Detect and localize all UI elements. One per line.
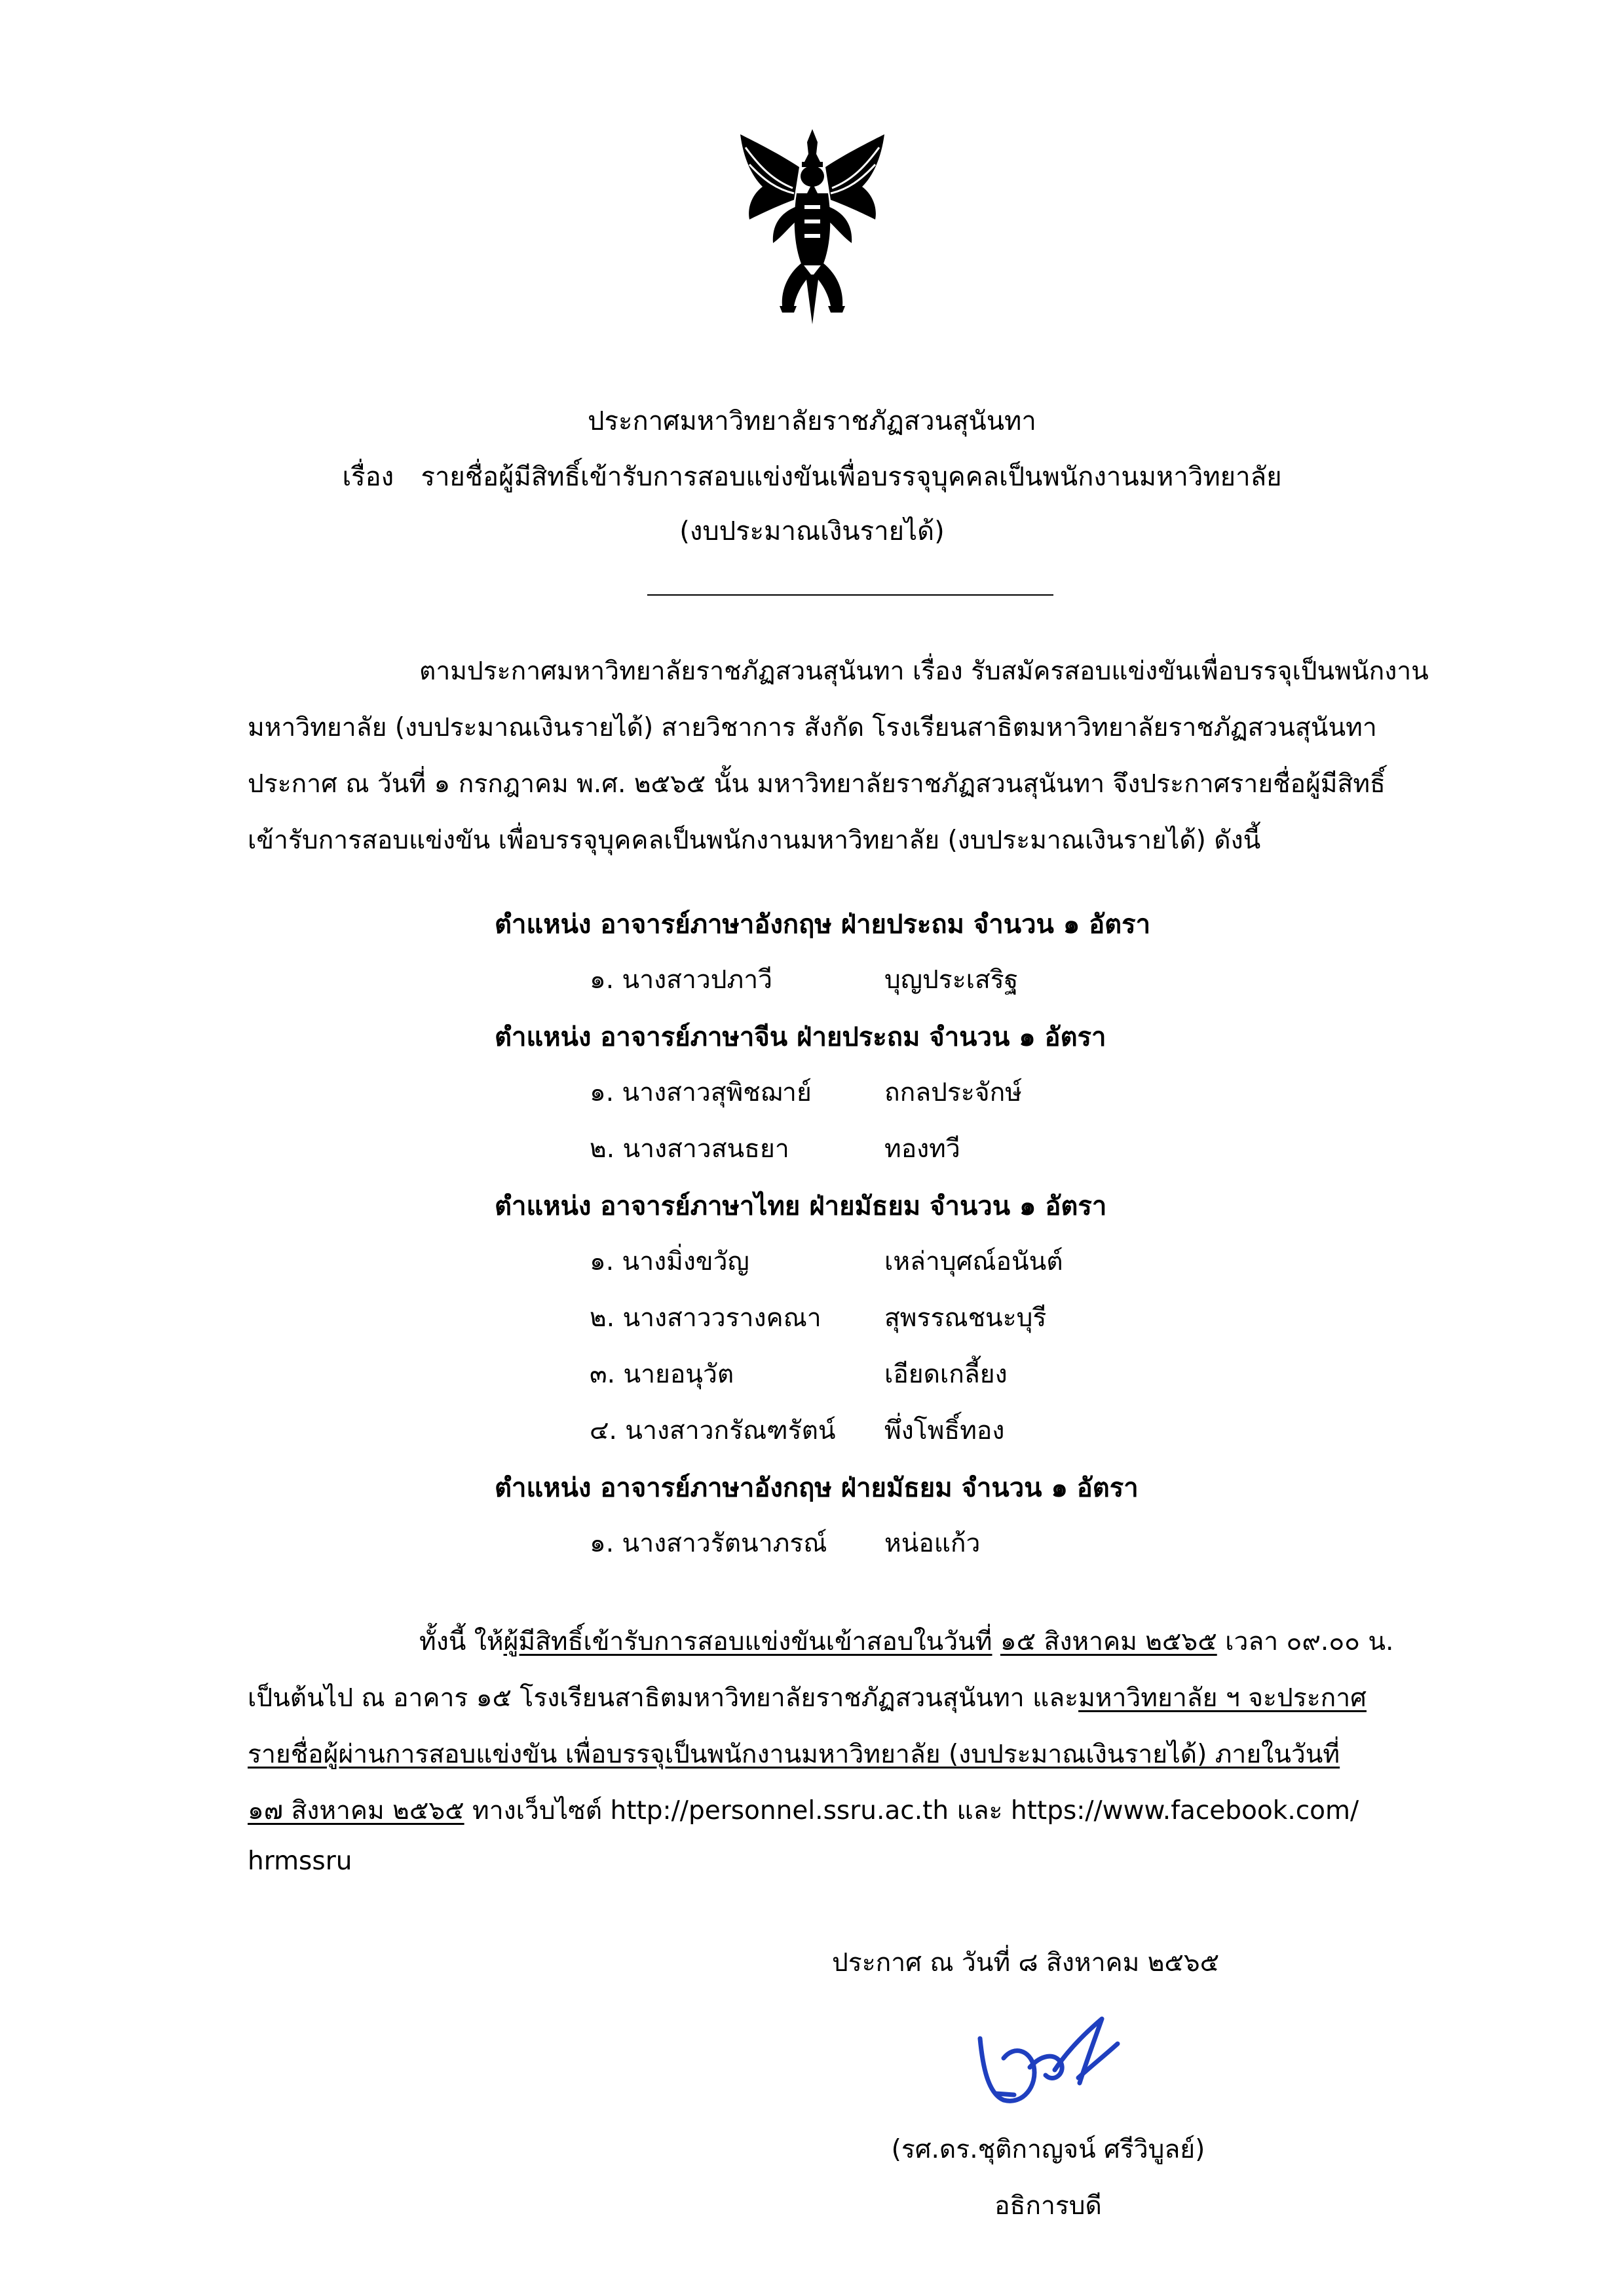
exam-time: เวลา ๐๙.๐๐ น. <box>1225 1627 1394 1656</box>
candidate-first-name: ๑. นางสาวรัตนาภรณ์ <box>590 1529 827 1558</box>
closing-line-5: hrmssru <box>248 1846 352 1876</box>
position-title: ตำแหน่ง อาจารย์ภาษาอังกฤษ ฝ่ายประถม จำนวน ๑ อัตรา <box>495 909 1151 940</box>
announcement-date: ประกาศ ณ วันที่ ๘ สิงหาคม ๒๕๖๕ <box>832 1948 1220 1978</box>
position-title: ตำแหน่ง อาจารย์ภาษาจีน ฝ่ายประถม จำนวน ๑ อัตรา <box>495 1022 1106 1052</box>
subject-text: รายชื่อผู้มีสิทธิ์เข้ารับการสอบแข่งขันเพื่อบรรจุบุคคลเป็นพนักงานมหาวิทยาลัย <box>421 462 1282 492</box>
candidate-first-name: ๔. นางสาวกรัณฑรัตน์ <box>590 1416 836 1445</box>
closing-text: เป็นต้นไป ณ อาคาร ๑๕ โรงเรียนสาธิตมหาวิทยาลัยราชภัฏสวนสุนันทา และ <box>248 1683 1079 1713</box>
closing-underlined-text: มหาวิทยาลัย ฯ จะประกาศ <box>1078 1683 1367 1713</box>
header-divider <box>647 594 1053 596</box>
position-title: ตำแหน่ง อาจารย์ภาษาไทย ฝ่ายมัธยม จำนวน ๑ อัตรา <box>495 1191 1107 1221</box>
position-title: ตำแหน่ง อาจารย์ภาษาอังกฤษ ฝ่ายมัธยม จำนวน ๑ อัตรา <box>495 1473 1139 1503</box>
candidate-first-name: ๒. นางสาววรางคณา <box>590 1303 821 1333</box>
handwritten-signature-icon <box>956 1995 1127 2113</box>
signer-title: อธิการบดี <box>994 2191 1102 2221</box>
intro-line-4: เข้ารับการสอบแข่งขัน เพื่อบรรจุบุคคลเป็นพนักงานมหาวิทยาลัย (งบประมาณเงินรายได้) ดังนี้ <box>248 826 1261 855</box>
announcement-subject <box>0 455 1624 497</box>
closing-text: ทั้งนี้ ให้ <box>419 1627 504 1656</box>
announcement-title: ประกาศมหาวิทยาลัยราชภัฏสวนสุนันทา <box>588 406 1036 436</box>
candidate-last-name: เหล่าบุศณ์อนันต์ <box>884 1247 1063 1276</box>
signer-name: (รศ.ดร.ชุติกาญจน์ ศรีวิบูลย์) <box>891 2135 1205 2164</box>
closing-line-2 <box>248 1677 1433 1718</box>
closing-line-1 <box>419 1621 1433 1662</box>
candidate-last-name: ถกลประจักษ์ <box>884 1078 1022 1107</box>
closing-line-4 <box>248 1790 1433 1831</box>
candidate-first-name: ๒. นางสาวสนธยา <box>590 1134 789 1164</box>
intro-line-1: ตามประกาศมหาวิทยาลัยราชภัฏสวนสุนันทา เรื่อง รับสมัครสอบแข่งขันเพื่อบรรจุเป็นพนักงาน <box>419 657 1429 686</box>
intro-line-2: มหาวิทยาลัย (งบประมาณเงินรายได้) สายวิชาการ สังกัด โรงเรียนสาธิตมหาวิทยาลัยราชภัฏสวนสุนันทา <box>248 713 1377 742</box>
candidate-first-name: ๑. นางสาวปภาวี <box>590 965 773 995</box>
candidate-first-name: ๓. นายอนุวัต <box>590 1360 734 1389</box>
candidate-last-name: หน่อแก้ว <box>884 1529 981 1558</box>
intro-line-3: ประกาศ ณ วันที่ ๑ กรกฎาคม พ.ศ. ๒๕๖๕ นั้น มหาวิทยาลัยราชภัฏสวนสุนันทา จึงประกาศรายชื่อผู้มีสิทธิ์ <box>248 769 1386 799</box>
subject-label: เรื่อง <box>342 462 394 492</box>
closing-line-3 <box>248 1734 1433 1774</box>
candidate-last-name: บุญประเสริฐ <box>884 965 1019 995</box>
candidate-last-name: สุพรรณชนะบุรี <box>884 1303 1047 1333</box>
candidate-last-name: เอียดเกลี้ยง <box>884 1360 1008 1389</box>
candidate-first-name: ๑. นางมิ่งขวัญ <box>590 1247 749 1276</box>
garuda-emblem-icon <box>734 128 891 328</box>
closing-underlined-text: รายชื่อผู้ผ่านการสอบแข่งขัน เพื่อบรรจุเป็นพนักงานมหาวิทยาลัย (งบประมาณเงินรายได้) ภายในวันที่ <box>248 1740 1340 1769</box>
result-date: ๑๗ สิงหาคม ๒๕๖๕ <box>248 1796 464 1826</box>
candidate-last-name: พึ่งโพธิ์ทอง <box>884 1416 1005 1445</box>
closing-underlined-text: ผู้มีสิทธิ์เข้ารับการสอบแข่งขันเข้าสอบในวันที่ <box>503 1627 992 1656</box>
website-links: ทางเว็บไซต์ http://personnel.ssru.ac.th และ https://www.facebook.com/ <box>472 1796 1359 1826</box>
announcement-subtitle: (งบประมาณเงินรายได้) <box>679 516 945 546</box>
candidate-last-name: ทองทวี <box>884 1134 960 1164</box>
candidate-first-name: ๑. นางสาวสุพิชฌาย์ <box>590 1078 812 1107</box>
exam-date: ๑๕ สิงหาคม ๒๕๖๕ <box>1000 1627 1217 1656</box>
